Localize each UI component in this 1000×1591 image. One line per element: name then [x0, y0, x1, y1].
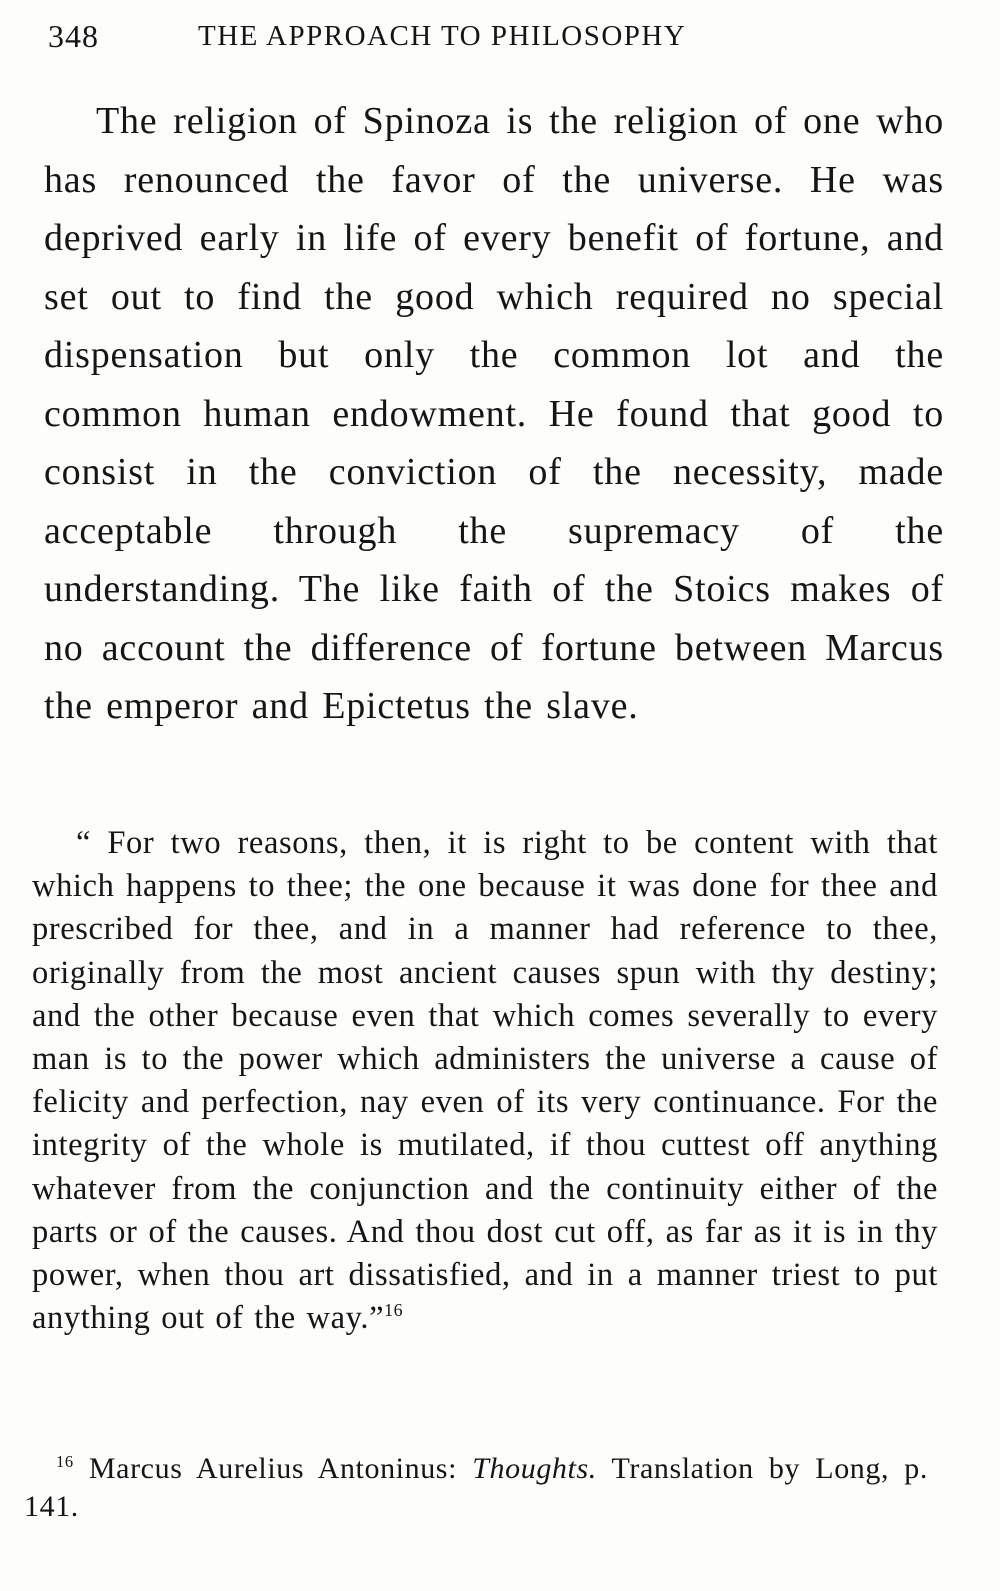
footnote-author: Marcus Aurelius Antoninus: [88, 1452, 473, 1485]
footnote-number: 16 [56, 1452, 74, 1471]
footnote-work-title: Thoughts. [472, 1452, 597, 1485]
block-quote-text: “ For two reasons, then, it is right to be content with that which happens to thee; the one because it was done for thee and prescribed for thee, and in a manner had reference to thee, originally from the most ancient causes spun with thy destiny; and the other because even that which comes severally to every man is to the power which administers the universe a cause of felicity and perfection, nay even of its very continuance. For the integrity of the whole is mutilated, if thou cuttest off anything whatever from the conjunction and the continuity either of the parts or of the causes. And thou dost cut off, as far as it is in thy power, when thou art dissatisfied, and in a manner triest to put anything out of the way.” [32, 825, 938, 1337]
running-title: THE APPROACH TO PHILOSOPHY [198, 20, 687, 52]
body-paragraph: The religion of Spinoza is the religion of one who has renounced the favor of the universe. He was deprived early in life of every benefit of fortune, and set out to find the good which required no special dispensation but only the common lot and the common human endowment. He found that good to consist in the conviction of the necessity, made acceptable through the supremacy of the understanding. The like faith of the Stoics makes of no account the difference of fortune between Marcus the emperor and Epictetus the slave. [44, 100, 944, 727]
block-quote [32, 822, 938, 1340]
footnote [24, 1450, 928, 1526]
page-number: 348 [48, 18, 99, 54]
running-head [48, 18, 828, 58]
footnote-citation: Translation by Long, p. 141. [24, 1452, 928, 1523]
footnote-reference: 16 [384, 1300, 404, 1321]
